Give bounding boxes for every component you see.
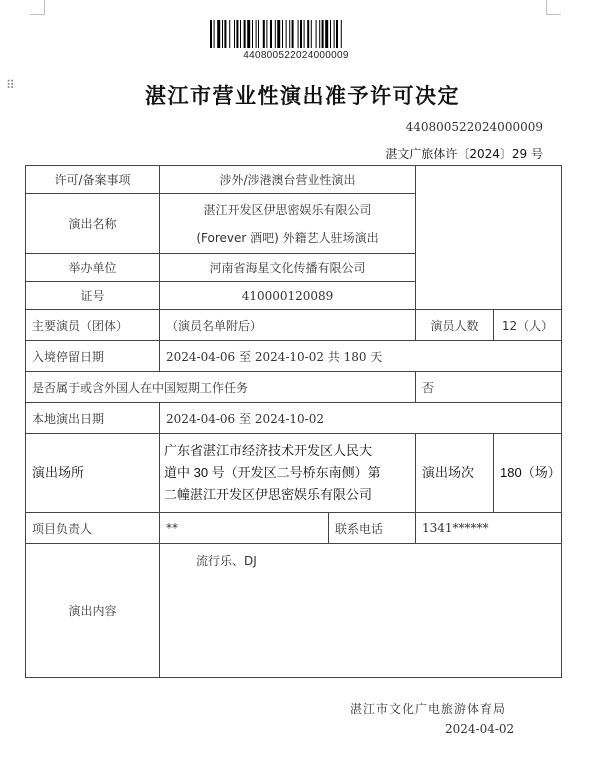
license-label: 证号 [26,282,160,310]
barcode-bar [307,20,309,48]
entry-stay-value: 2024-04-06 至 2024-10-02 共 180 天 [160,341,562,372]
table-row [26,310,562,341]
barcode-bar [330,20,331,48]
barcode-bar [240,20,241,48]
blank-cell [416,166,562,310]
barcode-bar [304,20,305,48]
show-name-value [160,194,416,254]
table-row [26,341,562,372]
barcode-bar [258,20,259,48]
manager-label: 项目负责人 [26,513,160,544]
venue-line1: 广东省湛江市经济技术开发区人民大 [164,443,373,458]
barcode-bar [286,20,287,48]
table-row [26,434,562,513]
short-term-value: 否 [416,372,562,403]
barcode-bar [336,20,338,48]
barcode-bar [311,20,312,48]
barcode-bar [266,20,267,48]
table-row [26,544,562,678]
short-term-label: 是否属于或含外国人在中国短期工作任务 [26,372,416,403]
barcode-bar [217,20,220,48]
barcode-bar [234,20,235,48]
barcode-bar [292,20,294,48]
venue-line2: 道中 30 号（开发区二号桥东南侧）第 [164,465,381,480]
show-name-label: 演出名称 [26,194,160,254]
barcode-bar [275,20,276,48]
venue-label: 演出场所 [26,434,160,513]
venue-line3: 二幢湛江开发区伊思密娱乐有限公司 [164,487,373,502]
local-dates-value: 2024-04-06 至 2024-10-02 [160,403,562,434]
barcode [210,20,382,48]
barcode-bar [316,20,317,48]
barcode-bar [210,20,212,48]
barcode-bar [298,20,299,48]
table-row [26,166,562,194]
sessions-label: 演出场次 [416,434,494,513]
sessions-value: 180（场） [494,434,562,513]
barcode-bar [319,20,320,48]
barcode-bar [214,20,215,48]
document-title: 湛江市营业性演出准予许可决定 [145,84,460,108]
page-corner-mark-right [546,0,561,15]
barcode-bar [247,20,250,48]
barcode-bar [300,20,302,48]
performers-value: （演员名单附后） [160,310,416,341]
barcode-bar [224,20,226,48]
organizer-value: 河南省海星文化传播有限公司 [160,254,416,282]
issue-date: 2024-04-02 [445,722,515,736]
barcode-bar [325,20,328,48]
table-row [26,513,562,544]
table-move-handle-icon[interactable]: ⠿ [6,78,14,92]
barcode-bar [263,20,265,48]
barcode-number: 440800522024000009 [243,50,349,61]
content-label: 演出内容 [26,544,160,678]
barcode-bar [334,20,335,48]
barcode-bar [229,20,230,48]
barcode-bar [282,20,283,48]
performers-label: 主要演员（团体） [26,310,160,341]
permit-type-label: 许可/备案事项 [26,166,160,194]
barcode-bar [322,20,324,48]
phone-value: 1341****** [416,513,562,544]
barcode-bar [244,20,246,48]
permit-type-value: 涉外/涉港澳台营业性演出 [160,166,416,194]
barcode-bar [256,20,257,48]
performer-count-value: 12（人） [494,310,562,341]
barcode-bar [222,20,223,48]
organizer-label: 举办单位 [26,254,160,282]
local-dates-label: 本地演出日期 [26,403,160,434]
issuing-authority: 湛江市文化广电旅游体育局 [350,702,507,716]
barcode-bar [270,20,272,48]
permit-table [25,165,562,678]
table-row [26,403,562,434]
show-name-line2: (Forever 酒吧) 外籍艺人驻场演出 [196,230,379,245]
page-corner-mark-left [30,0,45,15]
barcode-bar [277,20,280,48]
manager-value: ** [160,513,329,544]
table-row [26,372,562,403]
show-name-line1: 湛江开发区伊思密娱乐有限公司 [203,202,372,217]
phone-label: 联系电话 [329,513,416,544]
barcode-bar [236,20,238,48]
barcode-bar [341,20,342,48]
entry-stay-label: 入境停留日期 [26,341,160,372]
performer-count-label: 演员人数 [416,310,494,341]
barcode-bar [289,20,290,48]
permit-number: 湛文广旅体许〔2024〕29 号 [385,147,543,161]
barcode-bar [252,20,253,48]
license-value: 410000120089 [160,282,416,310]
venue-value [160,434,416,513]
content-value: 流行乐、DJ [160,544,562,678]
document-number: 440800522024000009 [405,120,543,134]
